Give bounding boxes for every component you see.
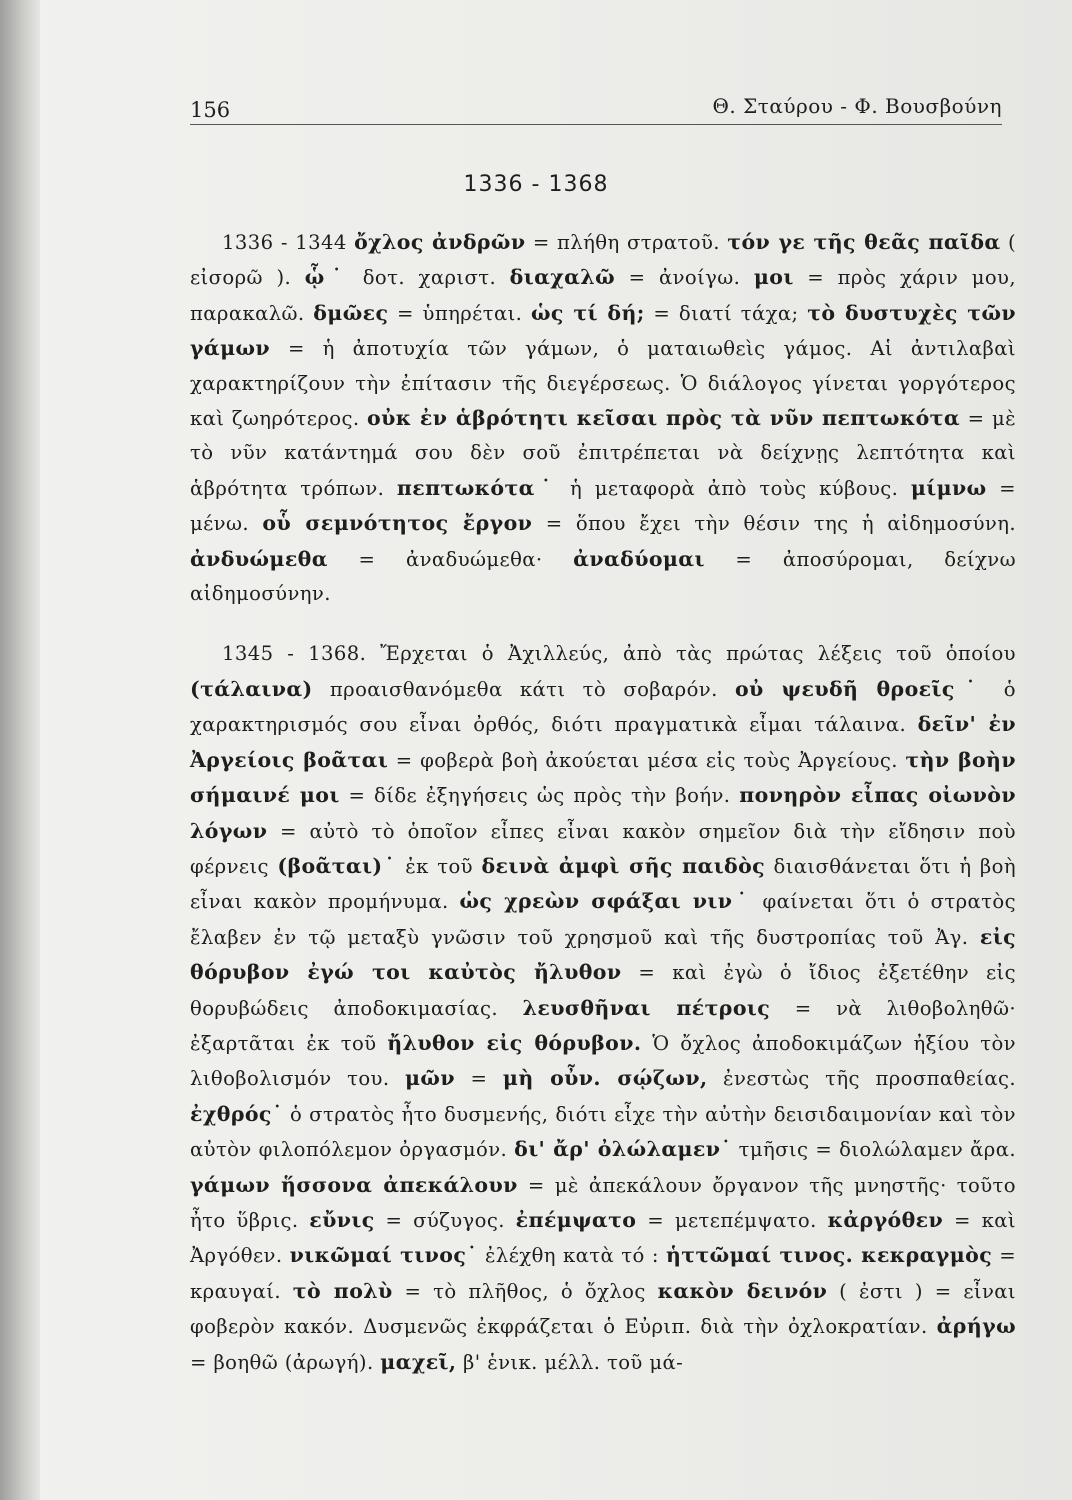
commentary-text: διαισθάνεται ὅτι ἡ βοὴ εἶναι κακὸν προμήνυμα.	[190, 854, 1016, 914]
commentary-text: Ὁ ὄχλος ἀποδοκιμάζων ἠξίου τὸν λιθοβολισμόν του.	[190, 1031, 1016, 1091]
paragraph	[190, 637, 1016, 1380]
commentary-text: ( εἰσορῶ ).	[190, 231, 1017, 290]
page-number: 156	[190, 98, 231, 122]
lemma-term: τόν γε τῆς θεᾶς παῖδα	[727, 230, 1001, 254]
commentary-text: ἐκ τοῦ	[396, 854, 482, 878]
lemma-term: οὐκ ἐν ἁβρότητι κεῖσαι πρὸς τὰ νῦν πεπτωκότα	[367, 406, 961, 431]
lemma-term: ἀναδύομαι	[573, 546, 705, 571]
lemma-term: δεινὰ ἀμφὶ σῆς παιδὸς	[481, 853, 766, 878]
commentary-text: προαισθανόμεθα κάτι τὸ σοβαρόν.	[312, 677, 735, 701]
commentary-text: = πλήθη στρατοῦ.	[525, 231, 728, 254]
lemma-term: πεπτωκότα˙	[396, 475, 558, 500]
commentary-text: = μετεπέμψατο.	[636, 1208, 828, 1232]
lemma-term: (βοᾶται)˙	[277, 853, 397, 878]
commentary-text: = ἀποσύρομαι, δείχνω αἰδημοσύνην.	[190, 547, 1016, 606]
lemma-term: οὐ ψευδῆ θροεῖς˙	[734, 676, 987, 701]
lemma-term: (τάλαινα)	[190, 676, 313, 701]
lemma-term: μοι	[753, 265, 794, 290]
commentary-text: = ἡ ἀποτυχία τῶν γάμων, ὁ ματαιωθεὶς γάμος. Αἱ ἀντιλαβαὶ χαρακτηρίζουν τὴν ἐπίτασιν τῆς διεγέρσεως. Ὁ διάλογος γίνεται γοργότερος καὶ ζωηρότερος.	[190, 337, 1016, 431]
commentary-text: =	[454, 1067, 503, 1091]
commentary-text: ἐνεστὼς τῆς προσπαθείας.	[707, 1067, 1016, 1091]
commentary-text: = τὸ πλῆθος, ὁ ὄχλος	[392, 1279, 658, 1303]
lemma-term: τὸ πολὺ	[292, 1278, 393, 1303]
commentary-text: ἐλέχθη κατὰ τό :	[477, 1244, 666, 1268]
lemma-term: δι' ἄρ' ὀλώλαμεν˙	[514, 1137, 732, 1162]
commentary-text: = αὐτὸ τὸ ὁποῖον εἶπες εἶναι κακὸν σημεῖον διὰ τὴν εἴδησιν ποὺ φέρνεις	[190, 819, 1016, 878]
lemma-term: κἀργόθεν	[827, 1207, 944, 1232]
commentary-text: 1336 - 1344	[222, 231, 355, 254]
lemma-term: ἀρήγω	[936, 1314, 1016, 1339]
lemma-term: κακὸν δεινόν	[657, 1278, 828, 1303]
running-title: Θ. Σταύρου - Φ. Βουσβούνη	[712, 94, 1002, 118]
commentary-text: = ἀναδυώμεθα·	[327, 547, 574, 571]
commentary-body	[190, 225, 1016, 1380]
lemma-term: διαχαλῶ	[509, 265, 615, 290]
commentary-text: = φοβερὰ βοὴ ἀκούεται μέσα εἰς τοὺς Ἀργείους.	[388, 748, 906, 772]
commentary-text: = ἀνοίγω.	[615, 266, 754, 290]
lemma-term: πονηρὸν εἶπας οἰωνὸν λόγων	[190, 783, 1016, 843]
lemma-term: ὡς χρεὼν σφάξαι νιν˙	[459, 889, 752, 914]
lemma-term: μίμνω	[910, 475, 987, 500]
commentary-text: = κραυγαί.	[190, 1244, 1017, 1303]
commentary-text: ὁ στρατὸς ἦτο δυσμενής, διότι εἶχε τὴν αὐτὴν δεισιδαιμονίαν καὶ τὸν αὐτὸν φιλοπόλεμον ὀργασμόν.	[190, 1102, 1016, 1162]
commentary-text: = μὲ ἀπεκάλουν ὄργανον τῆς μνηστῆς· τοῦτο ἦτο ὕβρις.	[190, 1173, 1016, 1232]
lemma-term: δεῖν' ἐν Ἀργείοις βοᾶται	[190, 712, 1016, 772]
commentary-text: φαίνεται ὅτι ὁ στρατὸς ἔλαβεν ἐν τῷ μεταξὺ γνῶσιν τοῦ χρησμοῦ καὶ τῆς δυστροπίας τοῦ Ἀγ.	[190, 890, 1016, 949]
lemma-term: νικῶμαί τινος˙	[289, 1243, 478, 1268]
lemma-term: μὴ οὖν. σῴζων,	[502, 1066, 708, 1091]
lemma-term: τὸ δυστυχὲς τῶν γάμων	[190, 300, 1017, 361]
commentary-text: = δίδε ἐξηγήσεις ὡς πρὸς τὴν βοήν.	[339, 784, 740, 808]
commentary-text: ὁ χαρακτηρισμός σου εἶναι ὀρθός, διότι πραγματικὰ εἶμαι τάλαινα.	[190, 677, 1017, 737]
commentary-text: = μένω.	[190, 476, 1016, 536]
commentary-text: δοτ. χαριστ.	[349, 266, 510, 290]
commentary-text: ἡ μεταφορὰ ἀπὸ τοὺς κύβους.	[557, 476, 911, 500]
commentary-text: = βοηθῶ (ἀρωγή).	[190, 1350, 381, 1374]
lemma-term: ἀνδυώμεθα	[190, 546, 328, 571]
lemma-term: ὄχλος ἀνδρῶν	[354, 230, 526, 254]
lemma-term: εὔνις	[309, 1207, 375, 1232]
lemma-term: ὡς τί δή;	[530, 300, 645, 325]
commentary-text: = διατί τάχα;	[644, 301, 808, 325]
commentary-text: = μὲ τὸ νῦν κατάντημά σου δὲν σοῦ ἐπιτρέπεται νὰ δείχνῃς λεπτότητα καὶ ἁβρότητα τρόπων.	[190, 407, 1016, 500]
lemma-term: τὴν βοὴν σήμαινέ μοι	[190, 747, 1016, 808]
commentary-text: 1345 - 1368. Ἔρχεται ὁ Ἀχιλλεύς, ἀπὸ τὰς πρώτας λέξεις τοῦ ὁποίου	[222, 642, 1016, 666]
commentary-text: = καὶ Ἀργόθεν.	[190, 1208, 1016, 1268]
commentary-text: ( ἐστι ) = εἶναι φοβερὸν κακόν. Δυσμενῶς ἐκφράζεται ὁ Εὐριπ. διὰ τὴν ὀχλοκρατίαν.	[190, 1279, 1016, 1339]
commentary-text: = σύζυγος.	[374, 1208, 516, 1232]
paragraph	[190, 225, 1016, 611]
section-heading: 1336 - 1368	[463, 172, 609, 197]
lemma-term: μῶν	[405, 1066, 455, 1091]
lemma-term: εἰς θόρυβον ἐγώ τοι καὐτὸς ἤλυθον	[190, 924, 1016, 985]
commentary-text: β' ἑνικ. μέλλ. τοῦ μά-	[456, 1350, 684, 1374]
lemma-term: γάμων ἥσσονα ἀπεκάλουν	[190, 1172, 518, 1197]
lemma-term: ἤλυθον εἰς θόρυβον.	[387, 1030, 642, 1055]
running-header	[190, 88, 1002, 125]
lemma-term: οὗ σεμνότητος ἔργον	[262, 511, 533, 536]
lemma-term: ᾧ˙	[304, 265, 350, 290]
book-spine-shadow	[0, 0, 40, 1500]
commentary-text: = ὅπου ἔχει τὴν θέσιν της ἡ αἰδημοσύνη.	[532, 512, 1016, 536]
lemma-term: ἐχθρός˙	[190, 1101, 284, 1126]
commentary-text: = πρὸς χάριν μου, παρακαλῶ.	[190, 266, 1016, 325]
commentary-text: τμῆσις = διολώλαμεν ἄρα.	[731, 1138, 1016, 1162]
commentary-text: = νὰ λιθοβοληθῶ· ἐξαρτᾶται ἐκ τοῦ	[190, 996, 1016, 1055]
commentary-text: = καὶ ἐγὼ ὁ ἴδιος ἐξετέθην εἰς θορυβώδεις ἀποδοκιμασίας.	[190, 961, 1016, 1020]
commentary-text: = ὑπηρέται.	[388, 301, 531, 325]
lemma-term: λευσθῆναι πέτροις	[522, 995, 771, 1020]
lemma-term: ἡττῶμαί τινος. κεκραγμὸς	[665, 1243, 993, 1268]
lemma-term: ἐπέμψατο	[515, 1207, 637, 1232]
lemma-term: μαχεῖ,	[380, 1349, 457, 1374]
lemma-term: δμῶες	[313, 300, 389, 325]
